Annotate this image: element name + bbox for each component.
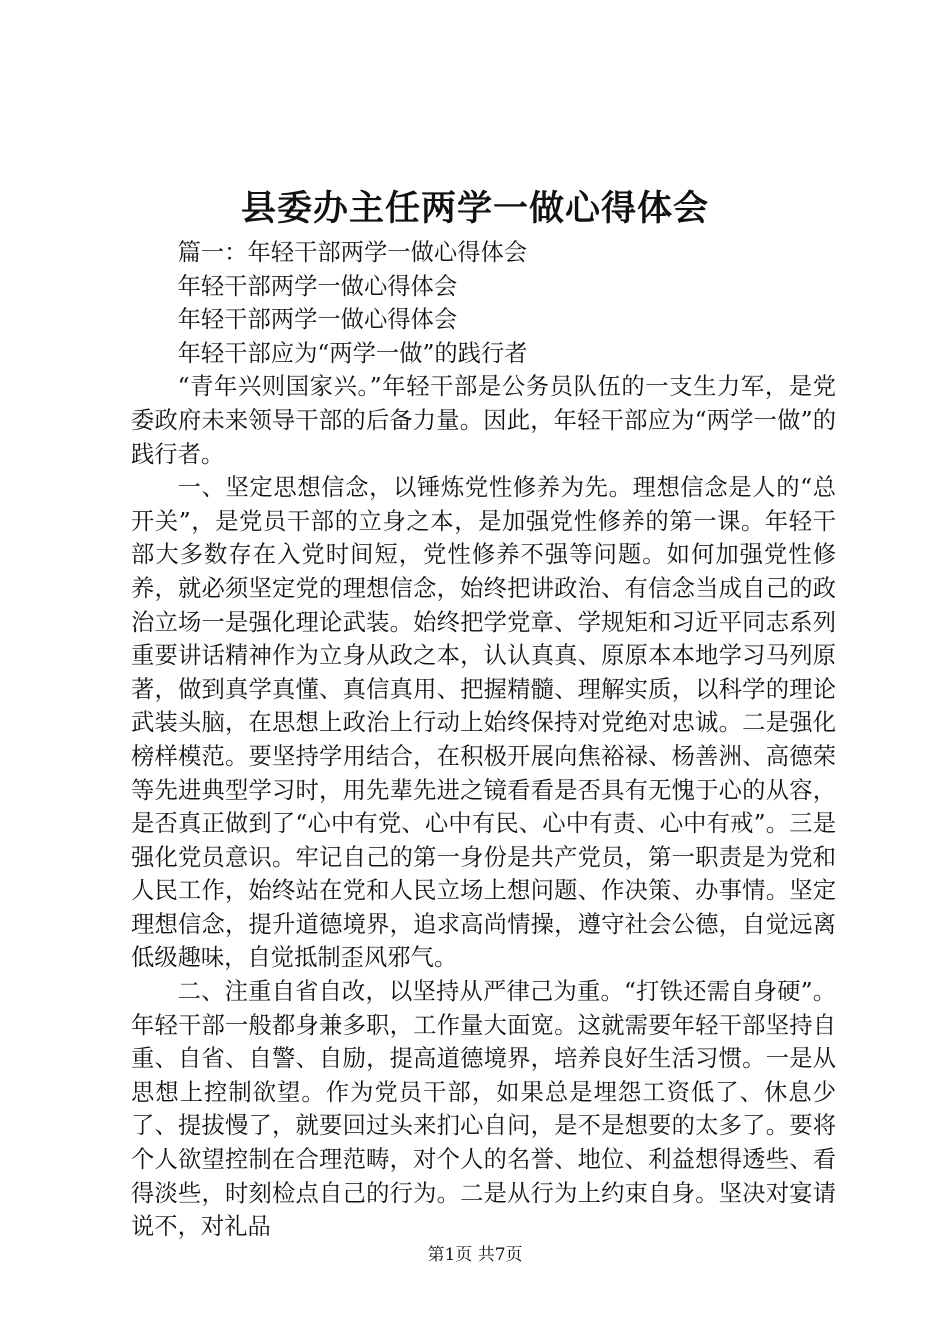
paragraph-7: 二、注重自省自改，以坚持从严律己为重。“打铁还需自身硬”。年轻干部一般都身兼多职，工作量大面宽。这就需要年轻干部坚持自重、自省、自警、自励，提高道德境界，培养良好生活习惯。一是从思想上控制欲望。作为党员干部，如果总是埋怨工资低了、休息少了、提拔慢了，就要回过头来扪心自问，是不是想要的太多了。要将个人欲望控制在合理范畴，对个人的名誉、地位、利益想得透些、看得淡些，时刻检点自己的行为。二是从行为上约束自身。坚决对宴请说不，对礼品 bbox=[131, 978, 836, 1241]
paragraph-1: 篇一：年轻干部两学一做心得体会 bbox=[177, 239, 528, 266]
document-title: 县委办主任两学一做心得体会 bbox=[240, 188, 709, 229]
page-footer: 第1页 共7页 bbox=[427, 1245, 523, 1265]
paragraph-6: 一、坚定思想信念，以锤炼党性修养为先。理想信念是人的“总开关”，是党员干部的立身之本，是加强党性修养的第一课。年轻干部大多数存在入党时间短，党性修养不强等问题。如何加强党性修养，就必须坚定党的理想信念，始终把讲政治、有信念当成自己的政治立场一是强化理论武装。始终把学党章、学规矩和习近平同志系列重要讲话精神作为立身从政之本，认认真真、原原本本地学习马列原著，做到真学真懂、真信真用、把握精髓、理解实质，以科学的理论武装头脑，在思想上政治上行动上始终保持对党绝对忠诚。二是强化榜样模范。要坚持学用结合，在积极开展向焦裕禄、杨善洲、高德荣等先进典型学习时，用先辈先进之镜看看是否具有无愧于心的从容，是否真正做到了“心中有党、心中有民、心中有责、心中有戒”。三是强化党员意识。牢记自己的第一身份是共产党员，第一职责是为党和人民工作，始终站在党和人民立场上想问题、作决策、办事情。坚定理想信念，提升道德境界，追求高尚情操，遵守社会公德，自觉远离低级趣味，自觉抵制歪风邪气。 bbox=[131, 474, 836, 972]
paragraph-2: 年轻干部两学一做心得体会 bbox=[177, 272, 458, 300]
paragraph-3: 年轻干部两学一做心得体会 bbox=[177, 306, 458, 334]
paragraph-5: “青年兴则国家兴。”年轻干部是公务员队伍的一支生力军，是党委政府未来领导干部的后备力量。因此，年轻干部应为“两学一做”的践行者。 bbox=[131, 373, 836, 468]
document-body bbox=[131, 236, 836, 1244]
paragraph-4: 年轻干部应为“两学一做”的践行者 bbox=[177, 339, 528, 367]
